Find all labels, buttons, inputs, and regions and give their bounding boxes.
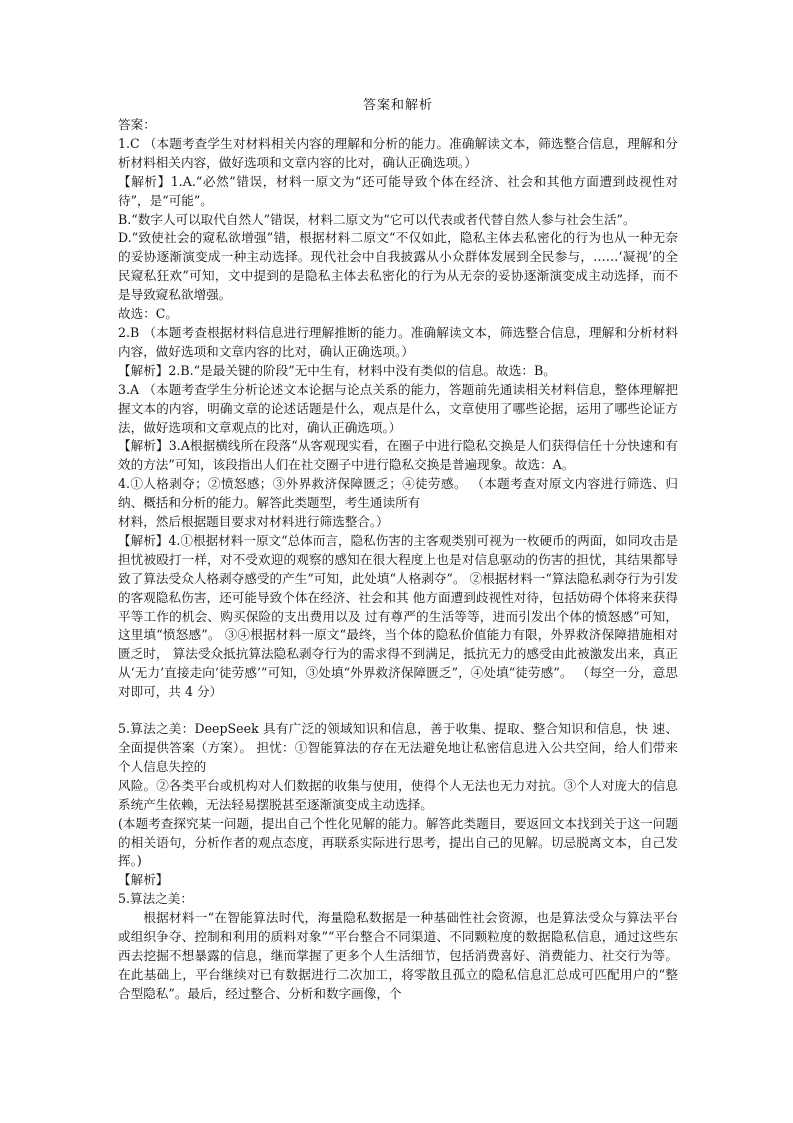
- answer-1-choice: 故选：C。: [118, 306, 179, 322]
- analysis-1-b: B.“数字人可以取代自然人”错误，材料二原文为“它可以代表或者代替自然人参与社会生活”。: [118, 211, 636, 227]
- analysis-1-d: D.“致使社会的窥私欲增强”错，根据材料二原文“不仅如此，隐私主体去私密化的行为也从一种无奈的妥协逐渐演变成一种主动选择。现代社会中自我披露从小众群体发展到全民参与，……‘凝视’的全民窥私狂欢”可知，文中提到的是隐私主体去私密化的行为从无奈的妥协逐渐演变成主动选择，而不是导致窥私欲增强。: [118, 230, 678, 303]
- answer-5-note: (本题考查探究某一问题，提出自己个性化见解的能力。解答此类题目，要返回文本找到关于这一问题的相关语句，分析作者的观点态度，再联系实际进行思考，提出自己的见解。切忌脱离文本，自己发挥。): [118, 815, 678, 869]
- document-page: [118, 96, 678, 1004]
- answer-1: 1.C （本题考查学生对材料相关内容的理解和分析的能力。准确解读文本，筛选整合信息，理解和分析材料相关内容，做好选项和文章内容的比对，确认正确选项。）: [118, 135, 678, 170]
- page-title: 答案和解析: [362, 98, 433, 113]
- analysis-5-body: 根据材料一“在智能算法时代，海量隐私数据是一种基础性社会资源，也是算法受众与算法平台或组织争夺、控制和利用的质料对象”“平台整合不同渠道、不同颗粒度的数据隐私信息，通过这些东西去挖掘不想暴露的信息，继而掌握了更多个人生活细节，包括消费喜好、消费能力、社交行为等。在此基础上，平台继续对已有数据进行二次加工，将零散且孤立的隐私信息汇总成可匹配用户的“整合型隐私”。最后，经过整合、分析和数字画像，个: [118, 910, 678, 1001]
- answer-5: 5.算法之美：DeepSeek 具有广泛的领域知识和信息，善于收集、提取、整合知识和信息，快 速、全面提供答案（方案）。 担忧：①智能算法的存在无法避免地让私密信息进入公共空间，给人们带来个人信息失控的: [118, 721, 678, 774]
- analysis-3: 【解析】3.A根据横线所在段落“从客观现实看，在圈子中进行隐私交换是人们获得信任十分快速和有效的方法”可知，该段指出人们在社交圈子中进行隐私交换是普遍现象。故选：A。: [118, 438, 678, 473]
- answer-3: 3.A （本题考查学生分析论述文本论据与论点关系的能力，答题前先通读相关材料信息，整体理解把握文本的内容，明确文章的论述话题是什么，观点是什么，文章使用了哪些论据，运用了哪些论证方法，做好选项和文章观点的比对，确认正确选项。）: [118, 381, 678, 435]
- answer-heading: 答案：: [118, 117, 156, 132]
- analysis-5-heading: 【解析】: [118, 872, 169, 888]
- answer-2: 2.B （本题考查根据材料信息进行理解推断的能力。准确解读文本，筛选整合信息，理解和分析材料内容，做好选项和文章内容的比对，确认正确选项。）: [118, 324, 678, 359]
- answer-4: 4.①人格剥夺；②愤怒感；③外界救济保障匮乏；④徒劳感。 （本题考查对原文内容进行筛选、归纳、概括和分析的能力。解答此类题型，考生通读所有: [118, 476, 678, 511]
- answer-4-cont: 材料，然后根据题目要求对材料进行筛选整合。）: [118, 514, 389, 530]
- analysis-5-subheading: 5.算法之美：: [118, 891, 193, 907]
- analysis-2: 【解析】2.B.“是最关键的阶段”无中生有，材料中没有类似的信息。故选：B。: [118, 362, 556, 378]
- analysis-1-a: 【解析】1.A.“必然”错误，材料一原文为“还可能导致个体在经济、社会和其他方面遭到歧视性对待”，是“可能”。: [118, 173, 678, 208]
- analysis-4: 【解析】4.①根据材料一原文“总体而言，隐私伤害的主客观类别可视为一枚硬币的两面，如同攻击是担忧被殴打一样，对不受欢迎的观察的感知在很大程度上也是对信息驱动的伤害的担忧，其结果都导致了算法受众人格剥夺感受的产生”可知，此处填“人格剥夺”。 ②根据材料一“算法隐私剥夺行为引发的客观隐私伤害，还可能导致个体在经济、社会和其 他方面遭到歧视性对待，包括妨碍个体将来获得平等工作的机会、购买保险的支出费用以及 过有尊严的生活等等，进而引发出个体的愤怒感”可知，这里填“愤怒感”。 ③④根据材料一原文“最终，当个体的隐私价值能力有限，外界救济保障措施相对匮乏时， 算法受众抵抗算法隐私剥夺行为的需求得不到满足，抵抗无力的感受由此被激发出来，真正 从‘无力’直接走向‘徒劳感’”可知，③处填“外界救济保障匮乏”，④处填“徒劳感”。 （每空一分，意思对即可，共 4 分）: [118, 532, 678, 700]
- spacer: [118, 702, 678, 720]
- answer-5-cont: 风险。②各类平台或机构对人们数据的收集与使用，使得个人无法也无力对抗。③个人对庞大的信息系统产生依赖，无法轻易摆脱甚至逐渐演变成主动选择。: [118, 777, 678, 812]
